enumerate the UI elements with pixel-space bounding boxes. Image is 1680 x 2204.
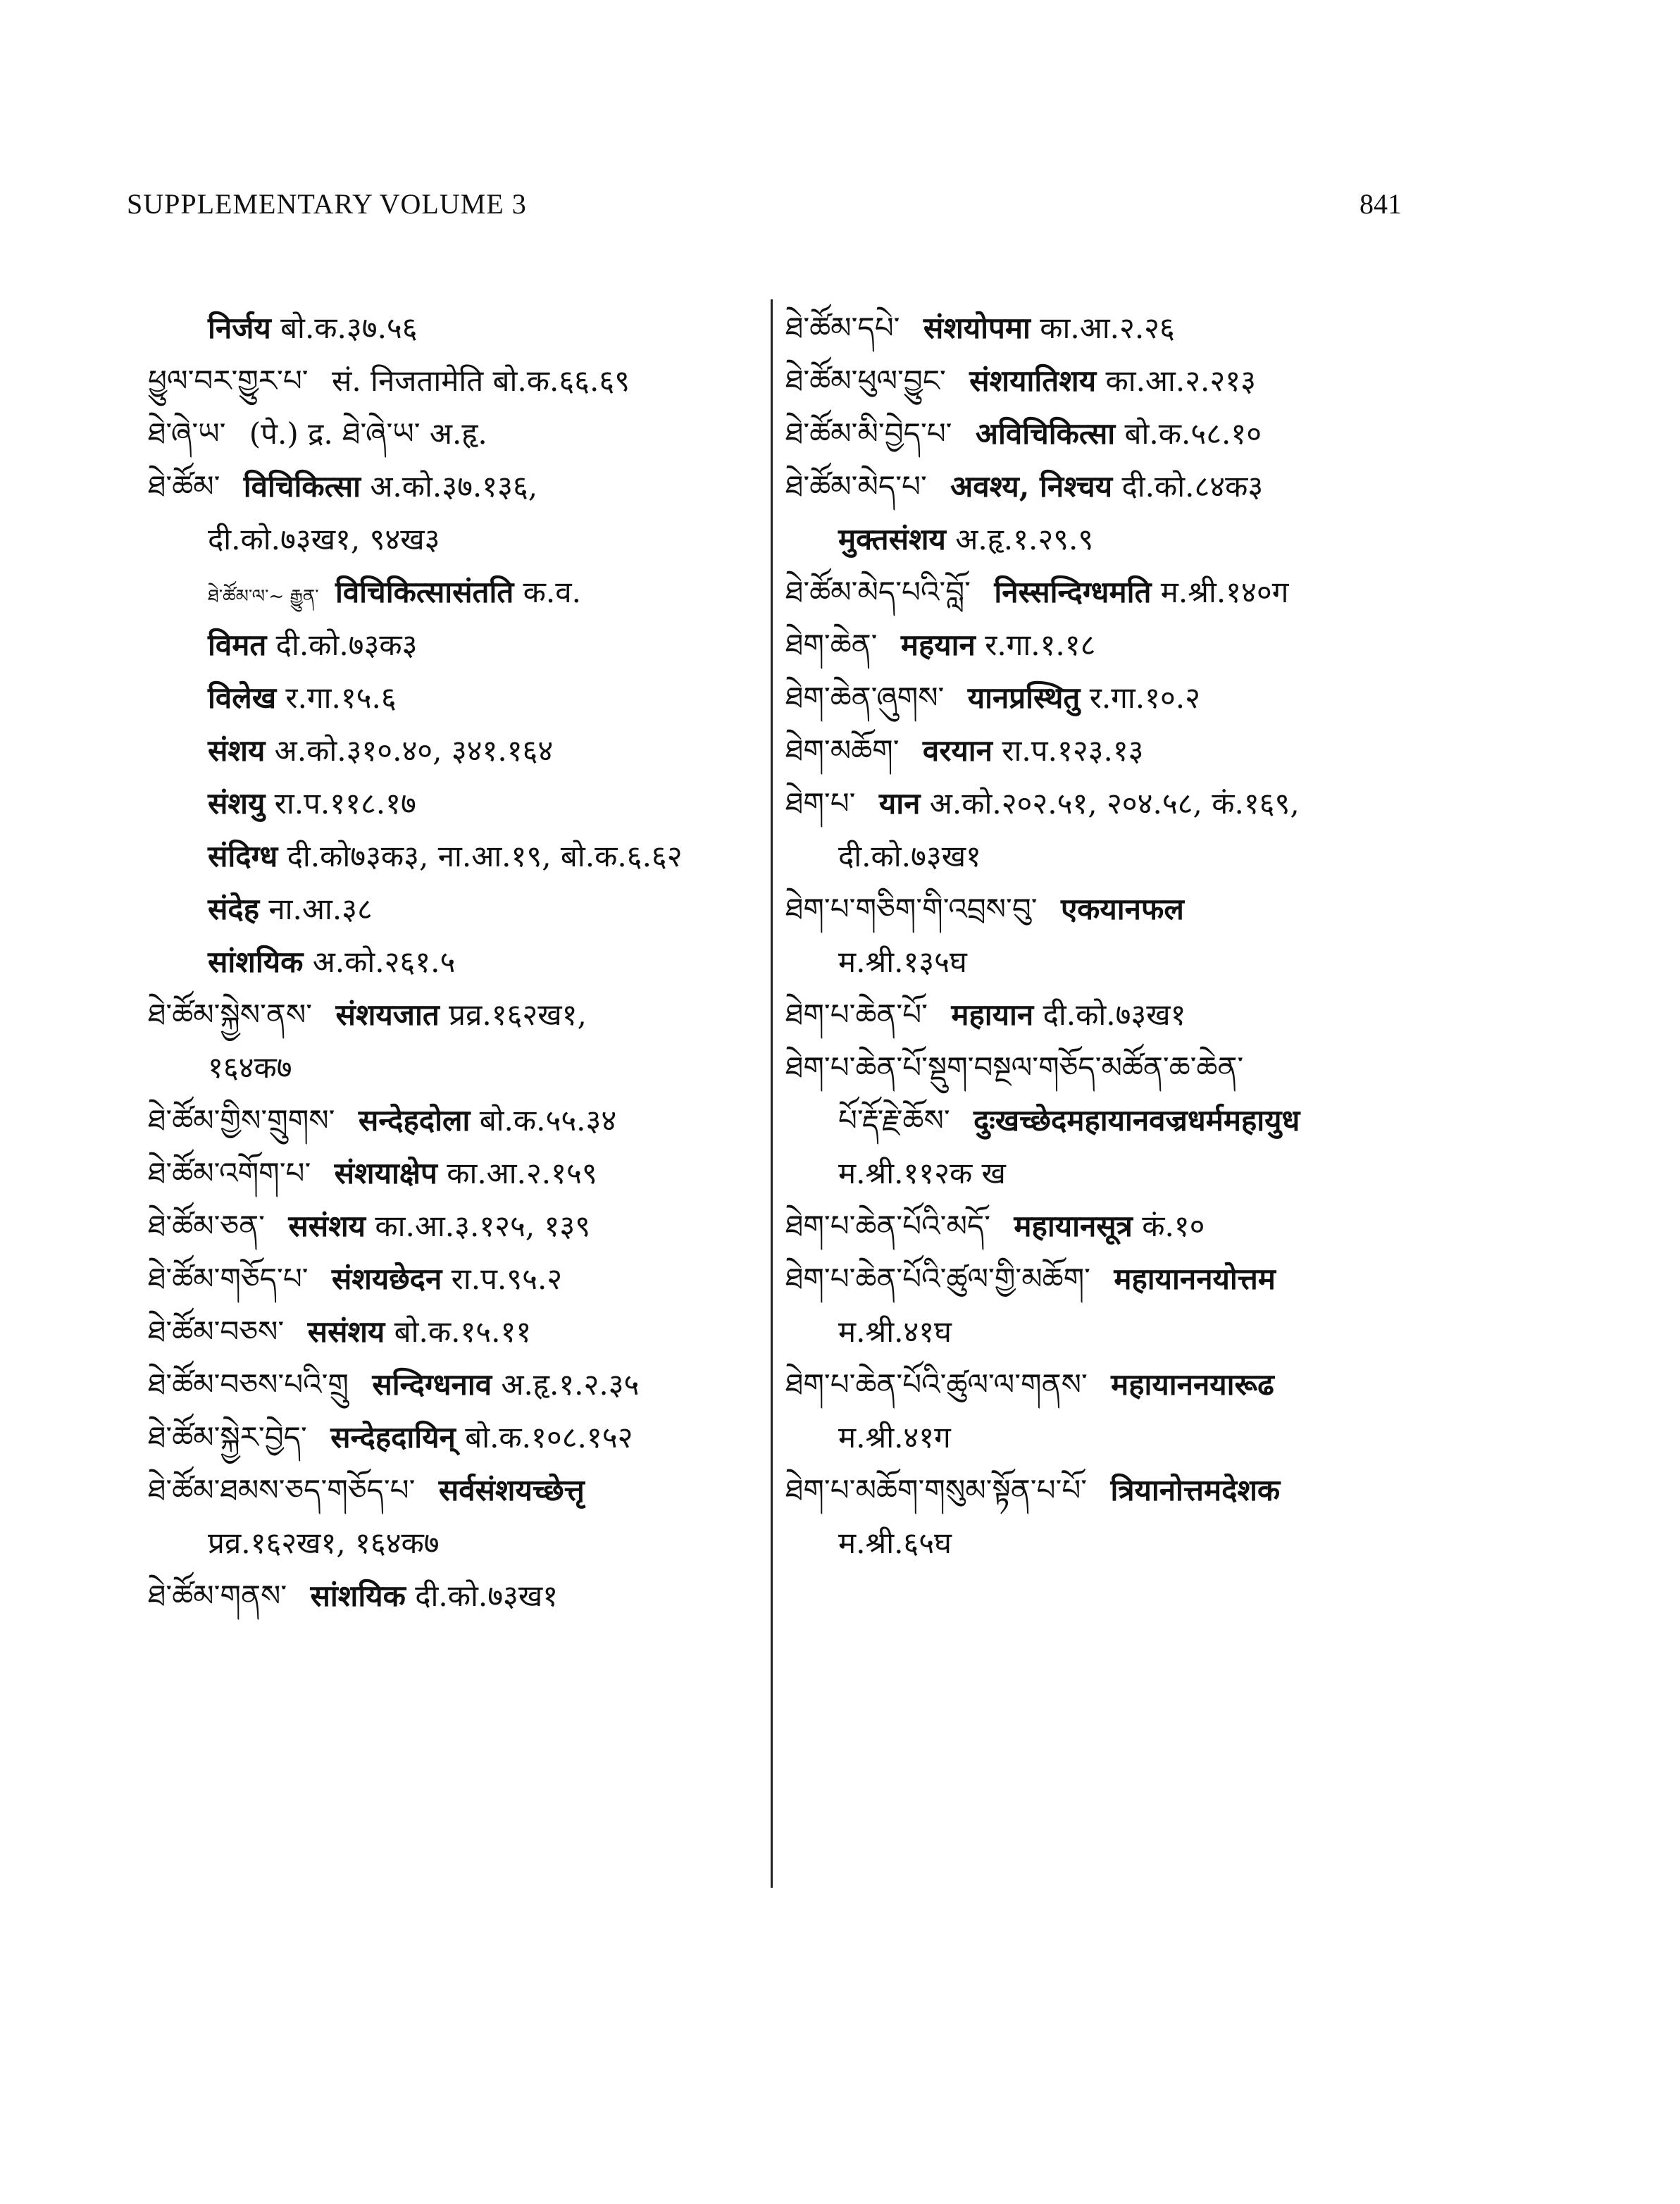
tibetan-term: ཐེ་ཚོམ་ཐམས་ཅད་གཅོད་པ་ [148,1473,416,1507]
running-title: SUPPLEMENTARY VOLUME 3 [127,188,527,220]
dictionary-entry-line [148,1464,768,1517]
tibetan-term: ཐེ་ཚོམ་མེད་པ་ [785,469,927,504]
tibetan-term: ཐེག་པ་ཆེན་པོ་ [785,997,928,1032]
dictionary-entry-line [148,1147,768,1200]
source-reference: का.आ.२.१५९ [447,1156,597,1190]
sanskrit-headword: वरयान [922,733,993,768]
tibetan-term: ཐེ་ཚོམ་བཅས་པའི་གྲུ [148,1367,349,1402]
dictionary-entry-line [148,935,768,988]
dictionary-entry-line [148,1517,768,1569]
source-reference: र.गा.१.१८ [985,628,1096,662]
sanskrit-headword: संशयजात [335,997,440,1032]
source-reference: दी.को.७३ख१ [838,839,981,873]
tibetan-term: ཐེ་ཞེ་ཡ་ [148,416,226,451]
tibetan-term: ཐེག་པ་མཆོག་གསུམ་སྟོན་པ་པོ་ [785,1473,1088,1507]
source-reference: अ.हृ.१.२.३५ [501,1367,640,1402]
source-reference: दी.को७३क३, ना.आ.१९, बो.क.६.६२ [287,839,683,873]
source-reference: दी.को.७३ख१ [415,1579,559,1613]
source-reference: सं. निजतामेति बो.क.६६.६९ [331,363,630,398]
sanskrit-headword: सांशयिक [208,945,304,979]
source-reference: ना.आ.३८ [268,892,373,926]
tibetan-term: ཐེ་ཚོམ་ཕུལ་བྱུང་ [785,363,946,398]
dictionary-entry-line [148,618,768,671]
sanskrit-headword: ससंशय [288,1209,366,1243]
dictionary-entry-line [148,1411,768,1464]
tibetan-term: ཐེ་ཚོམ་གྱིས་གྲུགས་ [148,1103,335,1138]
tibetan-term: ཐེ་ཚོམ་ལ་~ རྒྱུན་ [208,586,319,607]
tibetan-term: ཐེག་ཆེན་ཞུགས་ [785,680,945,715]
source-reference: का.आ.२.२६ [1040,311,1175,345]
dictionary-entry-line [148,1094,768,1147]
dictionary-entry-line [148,1305,768,1358]
sanskrit-headword: त्रियानोत्तमदेशक [1110,1473,1281,1507]
sanskrit-headword: विचिकित्सासंतति [335,575,514,609]
dictionary-entry-line [785,777,1419,830]
source-reference: बो.क.१५.११ [394,1314,532,1349]
source-reference: रा.प.९५.२ [451,1262,563,1296]
source-reference: (पे.) द्र. ཐེ་ཞེ་ཡ་ अ.हृ. [249,416,487,451]
source-reference: म.श्री.४१ग [838,1420,951,1455]
tibetan-term: ཐེག་པ་ཆེན་པོའི་ཚུལ་གྱི་མཆོག་ [785,1262,1090,1296]
sanskrit-headword: सांशयिक [310,1579,406,1613]
dictionary-entry-line [148,830,768,883]
sanskrit-headword: संशयोपमा [923,311,1031,345]
sanskrit-headword: विलेख [208,680,277,715]
dictionary-entry-line [148,1569,768,1622]
tibetan-term: ཐེག་ཆེན་ [785,628,878,662]
dictionary-entry-line [785,1411,1419,1464]
source-reference: प्रव्र.१६२ख१, १६४क७ [208,1526,440,1560]
sanskrit-headword: महायान [951,997,1034,1032]
tibetan-term: ཐེ་ཚོམ་ [148,469,220,504]
source-reference: रा.प.१२३.१३ [1002,733,1144,768]
sanskrit-headword: संदिग्ध [208,839,278,873]
sanskrit-headword: यानप्रस्थितु [967,680,1081,715]
sanskrit-headword: विचिकित्सा [243,469,361,504]
tibetan-term: ཐེ་ཚོམ་གཅོད་པ་ [148,1262,309,1296]
sanskrit-headword: संशयु [208,786,266,821]
sanskrit-headword: यान [878,786,921,821]
dictionary-entry-line [148,301,768,354]
tibetan-term: ཐེ་ཚོམ་ཅན་ [148,1209,265,1243]
dictionary-entry-line [785,1094,1419,1147]
dictionary-entry-line [148,671,768,724]
source-reference: दी.को.७३ख१ [1043,997,1186,1032]
dictionary-entry-line [785,1464,1419,1517]
source-reference: १६४क७ [208,1050,292,1085]
tibetan-term: ཐེག་མཆོག་ [785,733,900,768]
sanskrit-headword: निर्जय [208,311,271,345]
right-column [785,301,1419,1569]
sanskrit-headword: संशय [208,733,266,768]
source-reference: म.श्री.११२क ख [838,1156,1006,1190]
source-reference: बो.क.५८.१० [1124,416,1262,451]
dictionary-entry-line [785,724,1419,777]
source-reference: दी.को.७३ख१, ९४ख३ [208,522,440,556]
source-reference: प्रव्र.१६२ख१, [449,997,587,1032]
sanskrit-headword: महायाननयारूढ [1111,1367,1274,1402]
sanskrit-headword: संशयाक्षेप [334,1156,437,1190]
source-reference: म.श्री.६५घ [838,1526,952,1560]
tibetan-term: ཐེ་ཚོམ་མེད་པའི་བློ་ [785,575,971,609]
tibetan-term: ཐེག་པ་ཆེན་པོའི་མདོ་ [785,1209,991,1243]
page-header [127,187,1402,230]
source-reference: का.आ.३.१२५, १३९ [375,1209,591,1243]
source-reference: कं.१० [1142,1209,1205,1243]
sanskrit-headword: सर्वसंशयच्छेत्तृ [438,1473,585,1507]
source-reference: अ.हृ.१.२९.९ [955,522,1094,556]
source-reference: र.गा.१०.२ [1089,680,1200,715]
sanskrit-headword: महायानसूत्र [1014,1209,1133,1243]
sanskrit-headword: संदेह [208,892,259,926]
sanskrit-headword: संशयछेदन [331,1262,442,1296]
sanskrit-headword: संशयातिशय [969,363,1097,398]
dictionary-entry-line [148,988,768,1041]
dictionary-entry-line [785,935,1419,988]
dictionary-entry-line [148,354,768,407]
dictionary-entry-line [148,1041,768,1094]
dictionary-entry-line [148,407,768,460]
source-reference: दी.को.७३क३ [275,628,418,662]
dictionary-entry-line [148,777,768,830]
source-reference: रा.प.११८.१७ [274,786,416,821]
tibetan-term: ཐེ་ཚོམ་འགོག་པ་ [148,1156,311,1190]
dictionary-entry-line [148,460,768,513]
tibetan-term: ཐེ་ཚོམ་མི་བྱེད་པ་ [785,416,952,451]
source-reference: का.आ.२.२१३ [1105,363,1256,398]
source-reference: बो.क.५५.३४ [479,1103,617,1138]
sanskrit-headword: अवश्य, निश्चय [950,469,1113,504]
sanskrit-headword: एकयानफल [1060,892,1184,926]
dictionary-entry-line [785,1147,1419,1200]
source-reference: अ.को.२०२.५१, २०४.५८, कं.१६९, [929,786,1300,821]
tibetan-term: ཐེ་ཚོམ་སྐྱེས་ནས་ [148,997,313,1032]
sanskrit-headword: मुक्तसंशय [838,522,946,556]
source-reference: म.श्री.४१घ [838,1314,952,1349]
tibetan-term: ཐེ་ཚོམ་དཔེ་ [785,311,900,345]
dictionary-entry-line [148,513,768,566]
source-reference: अ.को.३१०.४०, ३४१.१६४ [274,733,554,768]
dictionary-entry-line [148,724,768,777]
dictionary-entry-line [785,354,1419,407]
dictionary-entry-line [785,513,1419,566]
sanskrit-headword: सन्देहदोला [358,1103,471,1138]
dictionary-entry-line [785,618,1419,671]
source-reference: म.श्री.१३५घ [838,945,967,979]
source-reference: बो.क.१०८.१५२ [465,1420,633,1455]
source-reference: अ.को.३७.१३६, [370,469,538,504]
tibetan-term: ཕྱུལ་བར་གྱུར་པ་ [148,363,309,398]
dictionary-entry-line [148,1252,768,1305]
source-reference: र.गा.१५.६ [285,680,397,715]
source-reference: अ.को.२६१.५ [312,945,456,979]
dictionary-entry-line [148,1200,768,1252]
source-reference: क.व. [523,575,581,609]
source-reference: म.श्री.१४०ग [1160,575,1289,609]
dictionary-entry-line [785,407,1419,460]
tibetan-term: ཐེ་ཚོམ་བཅས་ [148,1314,285,1349]
dictionary-entry-line [785,1200,1419,1252]
dictionary-entry-line [785,830,1419,883]
sanskrit-headword: सन्देहदायिन् [330,1420,456,1455]
dictionary-entry-line [785,1041,1419,1094]
column-divider [771,299,773,1888]
sanskrit-headword: विमत [208,628,267,662]
tibetan-term: ཐེ་ཚོམ་སྐྱེར་བྱེད་ [148,1420,307,1455]
tibetan-term: ཐེག་པ་ཆེན་པོ་སྡུག་བསྔལ་གཅོད་མཚོན་ཆ་ཆེན་ [785,1050,1244,1085]
tibetan-term: ཐེག་པ་ [785,786,856,821]
source-reference: दी.को.८४क३ [1121,469,1264,504]
sanskrit-headword: अविचिकित्सा [975,416,1116,451]
dictionary-entry-line [785,1305,1419,1358]
dictionary-entry-line [785,883,1419,935]
dictionary-entry-line [148,883,768,935]
sanskrit-headword: महायाननयोत्तम [1114,1262,1276,1296]
dictionary-entry-line [148,566,768,618]
sanskrit-headword: दुःखच्छेदमहायानवज्रधर्ममहायुध [973,1103,1300,1138]
dictionary-entry-line [785,671,1419,724]
sanskrit-headword: सन्दिग्धनाव [372,1367,492,1402]
tibetan-term: ཐེག་པ་ཆེན་པོའི་ཚུལ་ལ་གནས་ [785,1367,1088,1402]
sanskrit-headword: ससंशय [307,1314,385,1349]
dictionary-entry-line [785,460,1419,513]
dictionary-entry-line [785,301,1419,354]
sanskrit-headword: महयान [900,628,976,662]
dictionary-entry-line [785,566,1419,618]
tibetan-term: པོ་རྡོ་རྗེ་ཆོས་ [838,1103,950,1138]
dictionary-entry-line [785,1358,1419,1411]
dictionary-entry-line [785,1517,1419,1569]
page-number: 841 [1359,188,1402,220]
tibetan-term: ཐེག་པ་གཅིག་གི་འབྲས་བུ་ [785,892,1038,926]
dictionary-entry-line [785,988,1419,1041]
dictionary-entry-line [148,1358,768,1411]
source-reference: बो.क.३७.५६ [280,311,418,345]
left-column [148,301,768,1622]
tibetan-term: ཐེ་ཚོམ་གནས་ [148,1579,287,1613]
sanskrit-headword: निस्सन्दिग्धमति [994,575,1152,609]
dictionary-entry-line [785,1252,1419,1305]
